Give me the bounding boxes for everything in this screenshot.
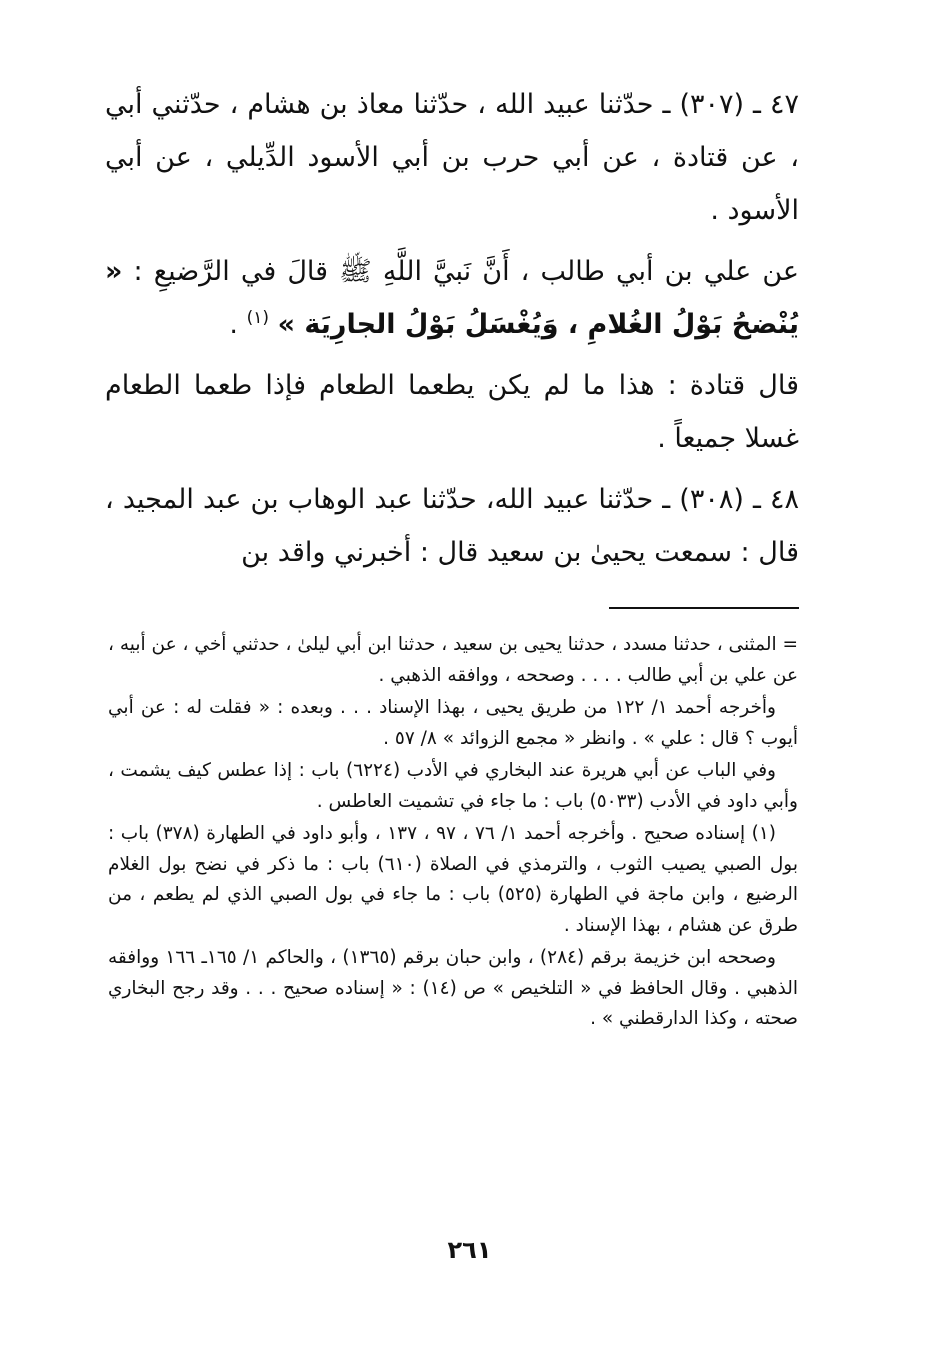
hadith-47-quote: « يُنْضحُ بَوْلُ الغُلامِ ، وَيُغْسَلُ بَوْلُ الجارِيَة » <box>105 256 799 340</box>
qatada-comment: قال قتادة : هذا ما لم يكن يطعما الطعام فإذا طعما الطعام غسلا جميعاً . <box>105 370 799 454</box>
hadith-47-matn-intro: عن علي بن أبي طالب ، أَنَّ نَبيَّ اللَّهِ ﷺ قالَ في الرَّضيعِ : <box>133 256 799 287</box>
hadith-47-matn <box>105 245 799 351</box>
footnote-bab: وفي الباب عن أبي هريرة عند البخاري في الأدب (٦٢٢٤) باب : إذا عطس كيف يشمت ، وأبي داود في الأدب (٥٠٣٣) باب : ما جاء في تشميت العاطس . <box>108 760 798 812</box>
footnotes <box>108 630 798 1037</box>
footnote-separator <box>609 607 799 609</box>
footnote-1-cont: وصححه ابن خزيمة برقم (٢٨٤) ، وابن حبان برقم (١٣٦٥) ، والحاكم ١/ ١٦٥ـ ١٦٦ ووافقه الذهبي . وقال الحافظ في « التلخيص » ص (١٤) : « إسناده صحيح . . . وقد رجح البخاري صحته ، وكذا الدارقطني » . <box>108 947 798 1029</box>
main-text <box>105 78 799 587</box>
footnote-continued: = المثنى ، حدثنا مسدد ، حدثنا يحيى بن سعيد ، حدثنا ابن أبي ليلىٰ ، حدثني أخي ، عن أبيه ، عن علي بن أبي طالب . . . . وصححه ، ووافقه الذهبي . <box>108 634 798 686</box>
hadith-48-isnad: ٤٨ ـ (٣٠٨) ـ حدّثنا عبيد الله، حدّثنا عبد الوهاب بن عبد المجيد ، قال : سمعت يحيىٰ بن سعيد قال : أخبرني واقد بن <box>105 484 800 568</box>
footnote-ref-1: (١) <box>246 308 269 328</box>
hadith-47-isnad: ٤٧ ـ (٣٠٧) ـ حدّثنا عبيد الله ، حدّثنا معاذ بن هشام ، حدّثني أبي ، عن قتادة ، عن أبي حرب بن أبي الأسود الدِّيلي ، عن أبي الأسود . <box>105 89 800 226</box>
page-number: ٢٦١ <box>447 1236 492 1264</box>
hadith-47-end: . <box>229 309 247 340</box>
footnote-1: (١) إسناده صحيح . وأخرجه أحمد ١/ ٧٦ ، ٩٧ ، ١٣٧ ، وأبو داود في الطهارة (٣٧٨) باب : بول الصبي يصيب الثوب ، والترمذي في الصلاة (٦١٠) باب : ما ذكر في نضح بول الغلام الرضيع ، وابن ماجة في الطهارة (٥٢٥) باب : ما جاء في بول الصبي الذي لم يطعم ، من طرق عن هشام ، بهذا الإسناد . <box>108 823 798 936</box>
footnote-ahmad: وأخرجه أحمد ١/ ١٢٢ من طريق يحيى ، بهذا الإسناد . . . وبعده : « فقلت له : عن أبي أيوب ؟ قال : علي » . وانظر « مجمع الزوائد » ٨/ ٥٧ . <box>108 697 798 749</box>
